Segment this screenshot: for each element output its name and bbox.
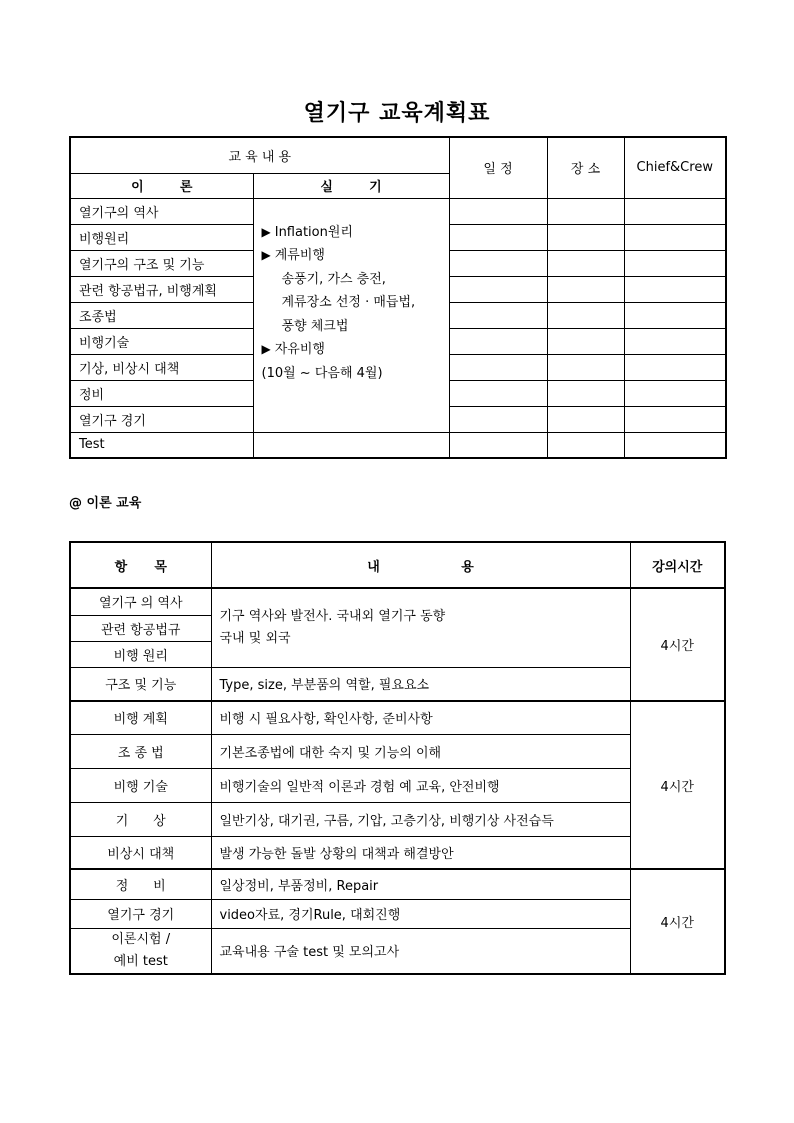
section-heading: @ 이론 교육	[69, 496, 142, 511]
schedule-cell	[449, 276, 547, 302]
place-cell	[547, 328, 624, 354]
theory-item: 열기구의 역사	[70, 198, 253, 224]
place-cell	[547, 276, 624, 302]
place-cell	[547, 380, 624, 406]
theory-header: 이 론	[70, 173, 253, 198]
practice-item: 계류비행	[274, 248, 325, 263]
theory-item: 열기구 경기	[70, 406, 253, 432]
theory-item: Test	[70, 432, 253, 458]
place-cell	[547, 432, 624, 458]
practice-item: 자유비행	[274, 342, 325, 357]
schedule-cell	[449, 406, 547, 432]
triangle-bullet-icon: ▶	[261, 248, 271, 262]
practice-period: (10월 ~ 다음해 4월)	[261, 365, 383, 381]
item-cell: 정 비	[70, 869, 211, 899]
staff-cell	[624, 406, 726, 432]
schedule-header: 일 정	[449, 137, 547, 198]
theory-item: 열기구의 구조 및 기능	[70, 250, 253, 276]
place-cell	[547, 224, 624, 250]
item-cell: 관련 항공법규	[70, 615, 211, 641]
practice-sub: 계류장소 선정 · 매듭법,	[281, 295, 416, 310]
theory-item: 조종법	[70, 302, 253, 328]
practice-cell	[253, 198, 449, 432]
staff-cell	[624, 432, 726, 458]
hours-cell: 4시간	[630, 701, 725, 869]
schedule-cell	[449, 224, 547, 250]
theory-item: 비행원리	[70, 224, 253, 250]
content-line: 기구 역사와 발전사. 국내외 열기구 동향	[219, 608, 446, 624]
item-cell: 비행 원리	[70, 641, 211, 667]
theory-item: 비행기술	[70, 328, 253, 354]
hours-cell: 4시간	[630, 588, 725, 701]
staff-cell	[624, 380, 726, 406]
item-cell: 열기구 경기	[70, 899, 211, 928]
content-cell: video자료, 경기Rule, 대회진행	[211, 899, 630, 928]
practice-sub: 송풍기, 가스 충전,	[281, 271, 386, 287]
place-cell	[547, 302, 624, 328]
content-cell: Type, size, 부분품의 역할, 필요요소	[211, 667, 630, 701]
item-line: 이론시험 /	[111, 931, 171, 947]
content-cell: 비행 시 필요사항, 확인사항, 준비사항	[211, 701, 630, 734]
content-header: 교 육 내 용	[70, 137, 449, 173]
content-cell: 비행기술의 일반적 이론과 경험 예 교육, 안전비행	[211, 768, 630, 802]
content-cell: 일반기상, 대기권, 구름, 기압, 고층기상, 비행기상 사전습득	[211, 802, 630, 836]
staff-cell	[624, 276, 726, 302]
item-cell	[70, 928, 211, 974]
theory-item: 기상, 비상시 대책	[70, 354, 253, 380]
schedule-cell	[449, 328, 547, 354]
item-cell: 열기구 의 역사	[70, 588, 211, 615]
schedule-cell	[449, 432, 547, 458]
staff-cell	[624, 328, 726, 354]
triangle-bullet-icon: ▶	[261, 224, 271, 239]
content-header: 내 용	[211, 542, 630, 588]
schedule-cell	[449, 302, 547, 328]
schedule-cell	[449, 198, 547, 224]
practice-header: 실 기	[253, 173, 449, 198]
place-cell	[547, 406, 624, 432]
item-header: 항 목	[70, 542, 211, 588]
item-line: 예비 test	[113, 953, 168, 969]
item-cell: 비상시 대책	[70, 836, 211, 869]
staff-header: Chief&Crew	[624, 137, 726, 198]
item-cell: 기 상	[70, 802, 211, 836]
place-cell	[547, 198, 624, 224]
content-cell: 일상정비, 부품정비, Repair	[211, 869, 630, 899]
schedule-cell	[449, 250, 547, 276]
content-cell: 기본조종법에 대한 숙지 및 기능의 이해	[211, 734, 630, 768]
theory-item: 정비	[70, 380, 253, 406]
staff-cell	[624, 354, 726, 380]
staff-cell	[624, 302, 726, 328]
practice-empty-cell	[253, 432, 449, 458]
place-header: 장 소	[547, 137, 624, 198]
staff-cell	[624, 198, 726, 224]
staff-cell	[624, 224, 726, 250]
theory-education-table	[69, 541, 726, 975]
place-cell	[547, 250, 624, 276]
content-line: 국내 및 외국	[219, 630, 291, 646]
schedule-cell	[449, 354, 547, 380]
item-cell: 조 종 법	[70, 734, 211, 768]
content-cell	[211, 588, 630, 667]
hours-header: 강의시간	[630, 542, 725, 588]
staff-cell	[624, 250, 726, 276]
practice-sub: 풍향 체크법	[281, 318, 349, 334]
schedule-cell	[449, 380, 547, 406]
item-cell: 구조 및 기능	[70, 667, 211, 701]
page-title: 열기구 교육계획표	[303, 100, 491, 126]
place-cell	[547, 354, 624, 380]
content-cell: 교육내용 구술 test 및 모의고사	[211, 928, 630, 974]
item-cell: 비행 기술	[70, 768, 211, 802]
theory-item: 관련 항공법규, 비행계획	[70, 276, 253, 302]
triangle-bullet-icon: ▶	[261, 342, 271, 356]
item-cell: 비행 계획	[70, 701, 211, 734]
education-plan-table	[69, 136, 727, 459]
practice-item: Inflation원리	[274, 224, 353, 240]
hours-cell: 4시간	[630, 869, 725, 974]
content-cell: 발생 가능한 돌발 상황의 대책과 해결방안	[211, 836, 630, 869]
